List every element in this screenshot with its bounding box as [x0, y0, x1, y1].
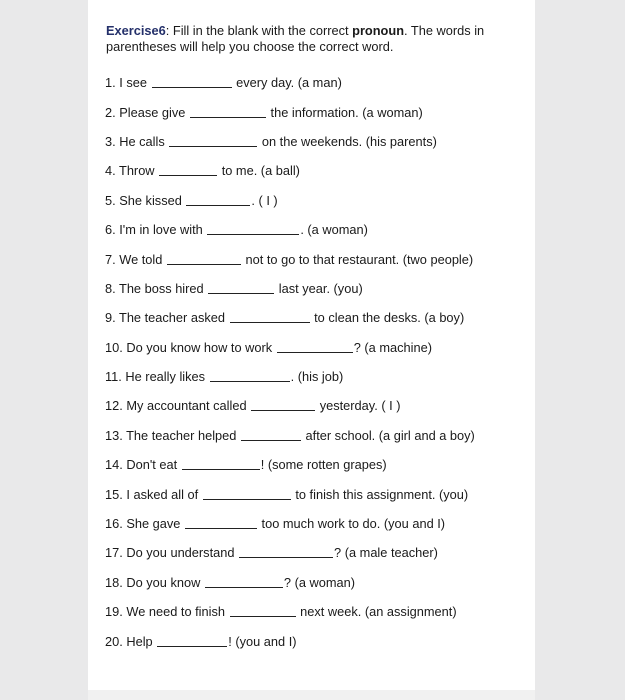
- item-hint: yesterday. ( I ): [319, 398, 401, 414]
- answer-blank: [152, 87, 232, 88]
- answer-blank: [186, 205, 250, 206]
- exercise-item: [105, 509, 530, 538]
- answer-blank: [159, 175, 217, 176]
- exercise-item: [105, 626, 530, 655]
- answer-blank: [230, 322, 310, 323]
- item-prompt: 11. He really likes: [105, 369, 206, 385]
- exercise-item: [105, 186, 530, 215]
- exercise-item: [105, 333, 530, 362]
- item-prompt: 10. Do you know how to work: [105, 339, 273, 355]
- item-hint: ? (a woman): [283, 574, 356, 590]
- item-hint: to clean the desks. (a boy): [314, 310, 465, 326]
- answer-blank: [203, 499, 291, 500]
- item-prompt: 14. Don't eat: [105, 457, 178, 473]
- exercise-item: [105, 362, 530, 391]
- item-prompt: 17. Do you understand: [105, 545, 235, 561]
- answer-blank: [185, 528, 257, 529]
- item-hint: every day. (a man): [236, 75, 342, 91]
- item-hint: after school. (a girl and a boy): [305, 427, 475, 443]
- item-hint: ? (a male teacher): [334, 545, 438, 561]
- item-hint: ? (a machine): [353, 339, 432, 355]
- answer-blank: [208, 293, 274, 294]
- answer-blank: [182, 469, 260, 470]
- item-prompt: 7. We told: [105, 251, 163, 267]
- exercise-item: [105, 215, 530, 244]
- item-prompt: 1. I see: [105, 75, 147, 91]
- exercise-item: [105, 127, 530, 156]
- item-prompt: 19. We need to finish: [105, 604, 225, 620]
- item-hint: too much work to do. (you and I): [261, 516, 446, 532]
- exercise-item: [105, 450, 530, 479]
- item-prompt: 6. I'm in love with: [105, 222, 203, 238]
- item-hint: . (his job): [290, 369, 344, 385]
- answer-blank: [277, 352, 353, 353]
- answer-blank: [251, 410, 315, 411]
- item-prompt: 3. He calls: [105, 133, 165, 149]
- exercise-list: [105, 68, 530, 656]
- exercise-item: [105, 479, 530, 508]
- item-hint: next week. (an assignment): [300, 604, 457, 620]
- instructions-keyword: pronoun: [352, 23, 405, 38]
- exercise-item: [105, 568, 530, 597]
- item-prompt: 16. She gave: [105, 516, 181, 532]
- answer-blank: [167, 264, 241, 265]
- item-hint: ! (some rotten grapes): [260, 457, 387, 473]
- answer-blank: [210, 381, 290, 382]
- item-prompt: 20. Help: [105, 633, 153, 649]
- exercise-item: [105, 421, 530, 450]
- item-prompt: 4. Throw: [105, 163, 155, 179]
- item-prompt: 2. Please give: [105, 104, 186, 120]
- item-hint: on the weekends. (his parents): [261, 133, 437, 149]
- exercise-item: [105, 68, 530, 97]
- item-prompt: 8. The boss hired: [105, 280, 204, 296]
- item-hint: . ( I ): [251, 192, 278, 208]
- exercise-item: [105, 538, 530, 567]
- answer-blank: [169, 146, 257, 147]
- item-hint: last year. (you): [278, 280, 363, 296]
- exercise-label: Exercise6: [106, 23, 166, 38]
- item-prompt: 9. The teacher asked: [105, 310, 225, 326]
- item-prompt: 13. The teacher helped: [105, 427, 237, 443]
- item-hint: to finish this assignment. (you): [295, 486, 469, 502]
- answer-blank: [239, 557, 333, 558]
- exercise-item: [105, 303, 530, 332]
- answer-blank: [207, 234, 299, 235]
- item-hint: . (a woman): [300, 222, 368, 238]
- item-hint: not to go to that restaurant. (two people): [245, 251, 474, 267]
- exercise-item: [105, 274, 530, 303]
- exercise-item: [105, 391, 530, 420]
- instructions-text-1: : Fill in the blank with the correct: [165, 23, 353, 38]
- item-hint: ! (you and I): [228, 633, 297, 649]
- answer-blank: [241, 440, 301, 441]
- answer-blank: [157, 646, 227, 647]
- worksheet-page: [88, 0, 535, 700]
- item-prompt: 12. My accountant called: [105, 398, 247, 414]
- answer-blank: [205, 587, 283, 588]
- answer-blank: [190, 117, 266, 118]
- exercise-item: [105, 597, 530, 626]
- item-hint: to me. (a ball): [221, 163, 300, 179]
- instructions-text-2: . The words in parentheses will help you choose the correct word.: [106, 23, 485, 54]
- exercise-item: [105, 97, 530, 126]
- item-hint: the information. (a woman): [270, 104, 423, 120]
- exercise-item: [105, 156, 530, 185]
- item-prompt: 18. Do you know: [105, 574, 201, 590]
- answer-blank: [230, 616, 296, 617]
- instructions: [106, 23, 526, 55]
- item-prompt: 5. She kissed: [105, 192, 182, 208]
- exercise-item: [105, 244, 530, 273]
- item-prompt: 15. I asked all of: [105, 486, 199, 502]
